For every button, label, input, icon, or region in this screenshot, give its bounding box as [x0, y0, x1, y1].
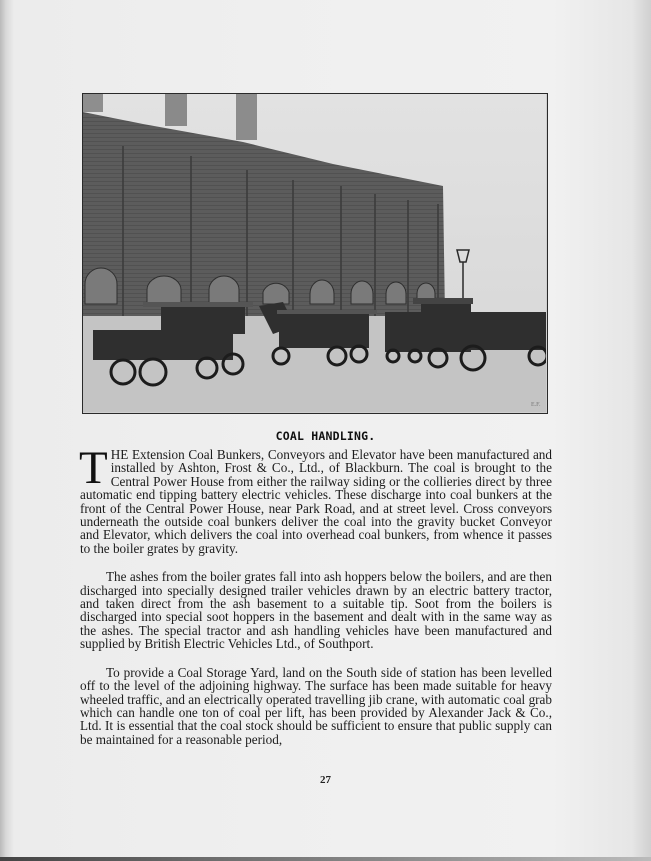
drop-cap: T	[79, 442, 108, 494]
paragraph-1	[79, 442, 552, 556]
photo-corner-mark: E.F.	[531, 402, 541, 408]
paragraph-1-text: HE Extension Coal Bunkers, Conveyors and Elevator have been manufactured and installed by Ashton, Frost & Co., Ltd., of Blackburn. The coal is brought to the Central Power House from either the railway siding or the collieries direct by three automatic end tipping battery electric vehicles. These discharge into coal bunkers at the front of the Central Power House, near Park Road, and at street level. Cross conveyors underneath the outside coal bunkers deliver the coal into the gravity bucket Conveyor and Elevator, which delivers the coal into overhead coal bunkers, from whence it passes to the boiler grates by gravity.	[80, 447, 552, 556]
section-heading: COAL HANDLING.	[275, 429, 376, 443]
page-number: 27	[320, 774, 331, 786]
paragraph-2: The ashes from the boiler grates fall into ash hoppers below the boilers, and are then discharged into specially designed trailer vehicles drawn by an electric battery tractor, and taken direct from the ash basement to a suitable tip. Soot from the boilers is discharged into special soot hoppers in the basement and dealt with in the same way as the ashes. The special tractor and ash handling vehicles have been manufactured and supplied by British Electric Vehicles Ltd., of Southport.	[80, 569, 552, 652]
chimney	[165, 94, 187, 126]
small-van	[385, 312, 423, 352]
paragraph-3: To provide a Coal Storage Yard, land on the South side of station has been levelled off to the level of the adjoining highway. The surface has been made suitable for heavy wheeled traffic, and an electrically operated travelling jib crane, with automatic coal grab which can handle one ton of coal per lift, has been provided by Alexander Jack & Co., Ltd. It is essential that the coal stock should be sufficient to ensure that public supply can be maintained for a reasonable period,	[80, 664, 552, 747]
photo-illustration	[83, 94, 546, 412]
page-bottom-edge	[0, 857, 651, 861]
article-body	[79, 442, 552, 761]
chimney	[83, 94, 103, 112]
halftone-photograph	[82, 93, 548, 414]
chimney	[236, 94, 257, 140]
